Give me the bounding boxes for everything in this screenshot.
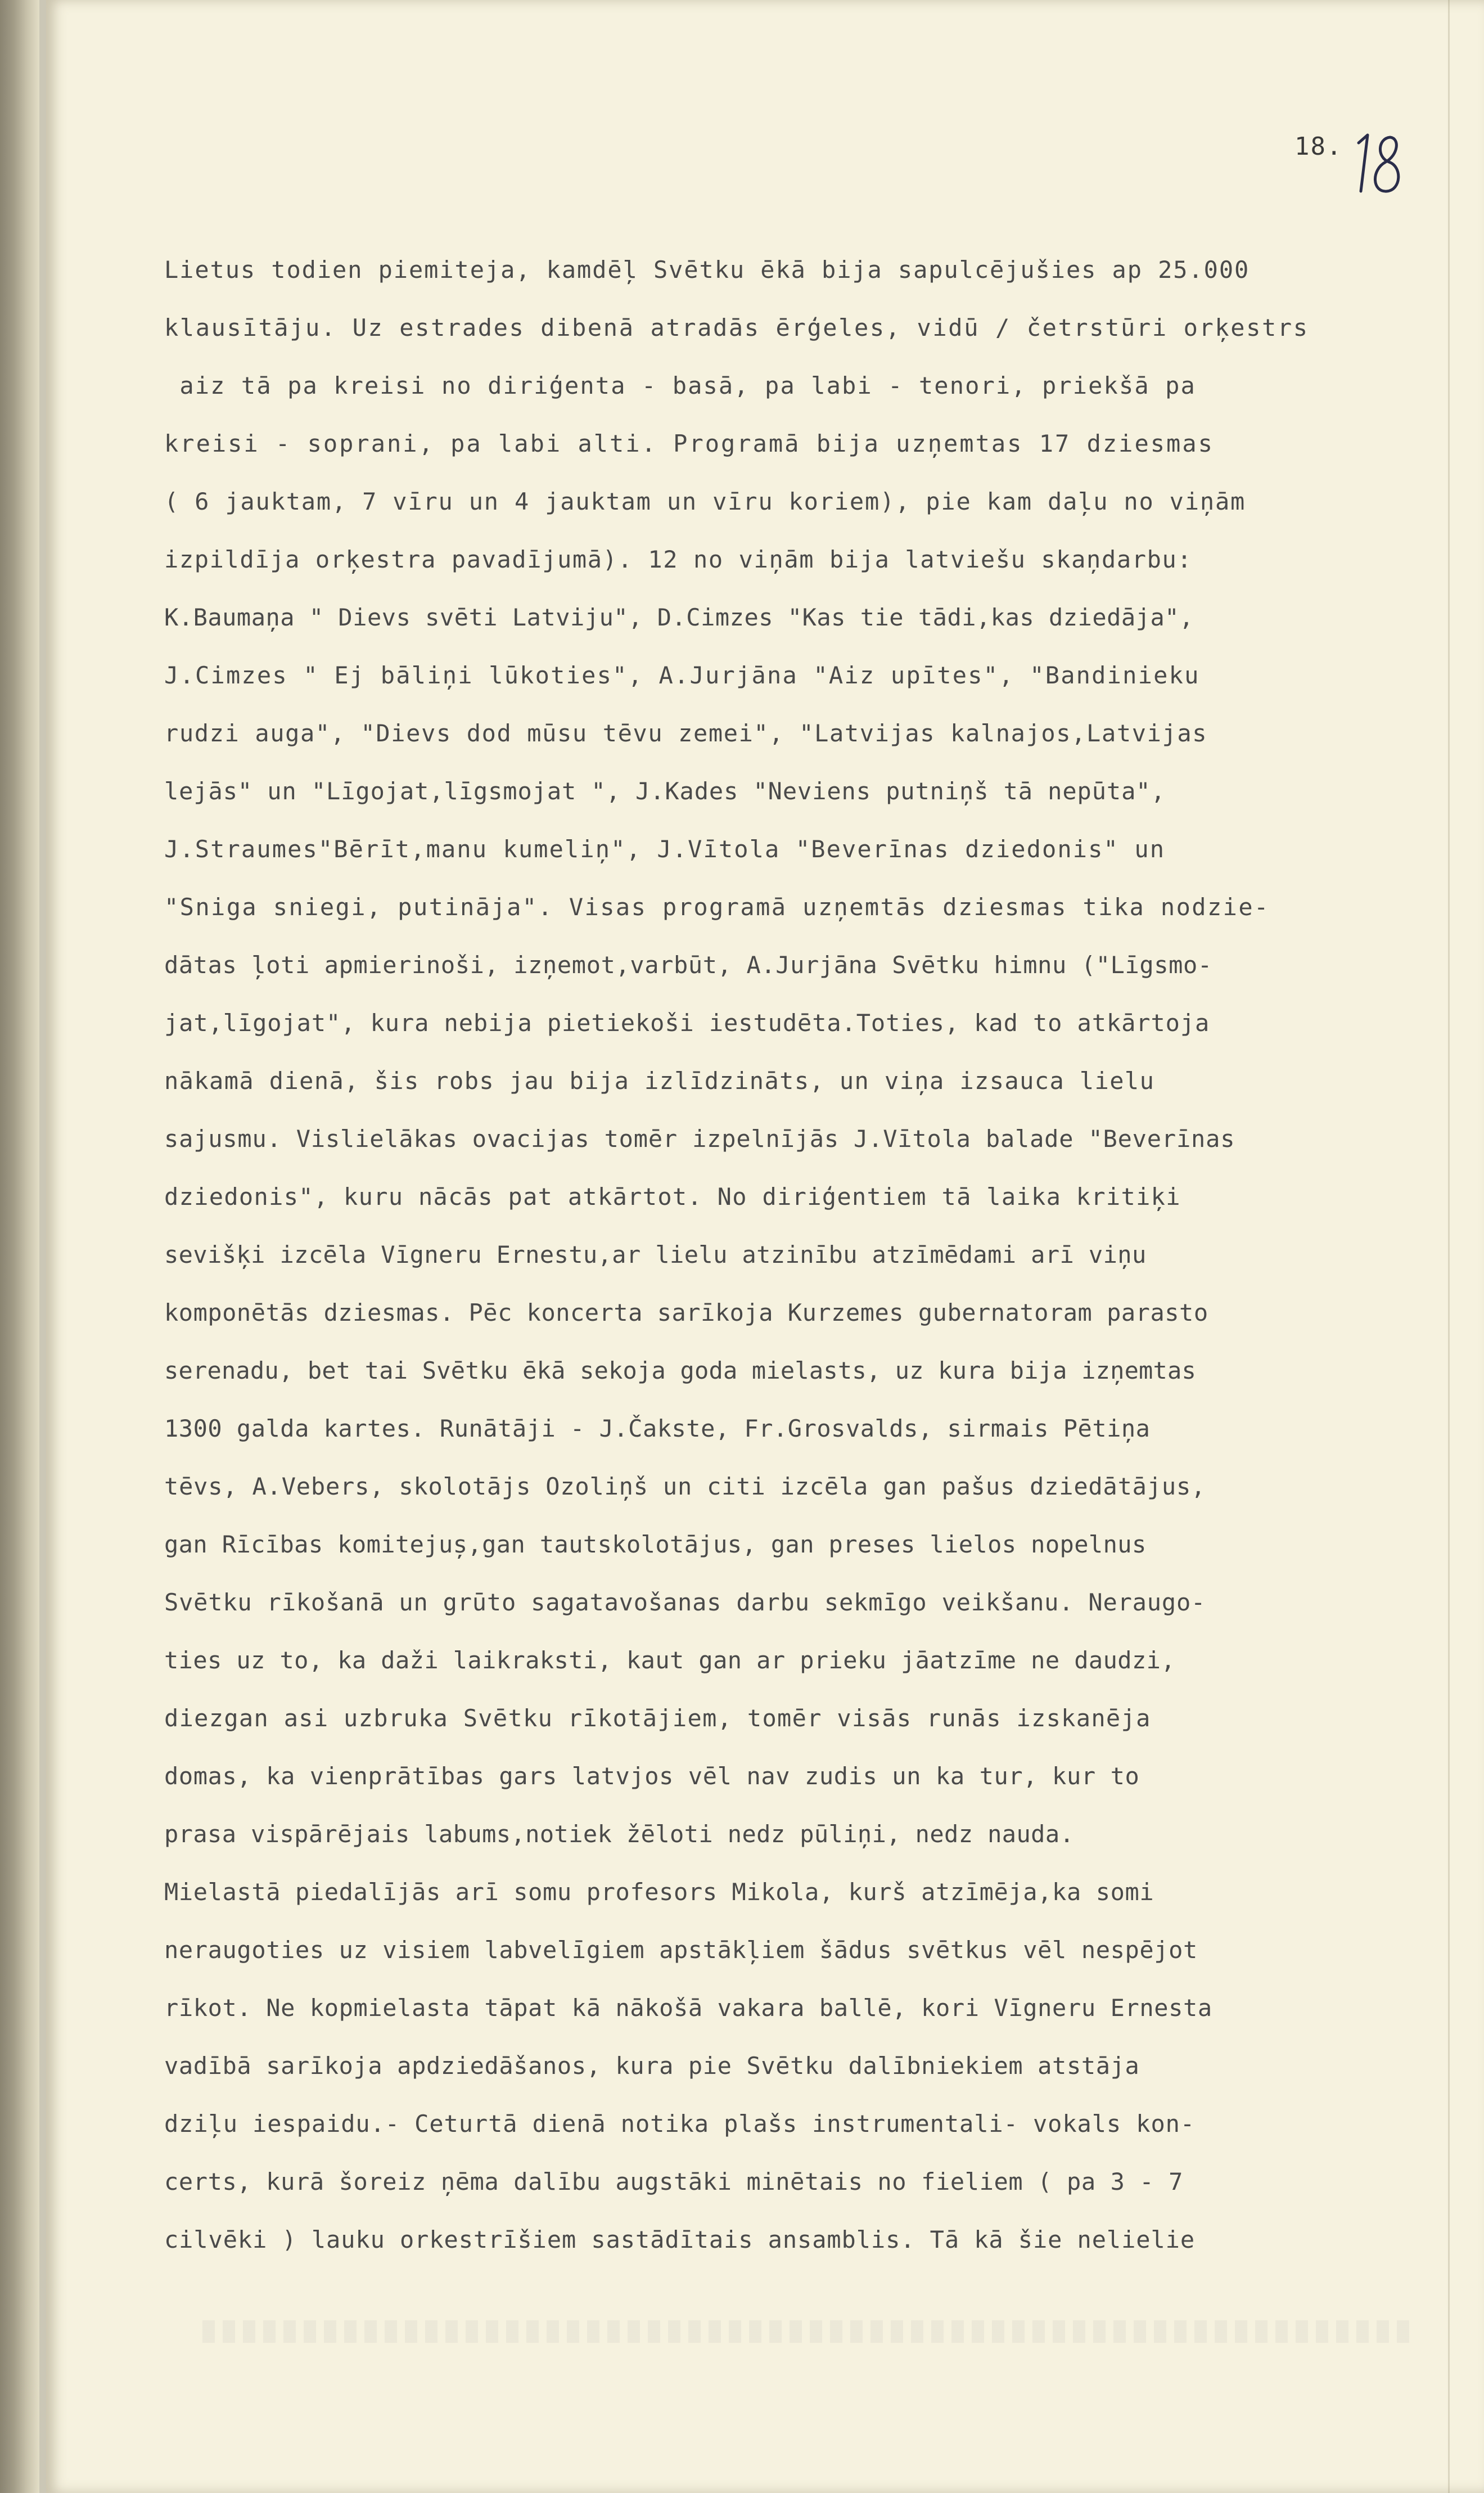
typed-page-number: 18.	[1294, 132, 1343, 161]
text-line: rīkot. Ne kopmielasta tāpat kā nākošā vakara ballē, kori Vīgneru Ernesta	[164, 1994, 1212, 2022]
text-line: diezgan asi uzbruka Svētku rīkotājiem, tomēr visās runās izskanēja	[164, 1704, 1151, 1732]
text-line: nākamā dienā, šis robs jau bija izlīdzināts, un viņa izsauca lielu	[164, 1067, 1155, 1095]
text-line: lejās" un "Līgojat,līgsmojat ", J.Kades "Neviens putniņš tā nepūta",	[164, 777, 1166, 805]
text-line: jat,līgojat", kura nebija pietiekoši iestudēta.Toties, kad to atkārtoja	[164, 1009, 1210, 1037]
text-line: certs, kurā šoreiz ņēma dalību augstāki minētais no fieliem ( pa 3 - 7	[164, 2168, 1184, 2195]
handwritten-page-number	[1348, 130, 1410, 198]
text-line: klausītāju. Uz estrades dibenā atradās ērģeles, vidū / četrstūri orķestrs	[164, 314, 1309, 341]
text-line: dātas ļoti apmierinoši, izņemot,varbūt, A.Jurjāna Svētku himnu ("Līgsmo-	[164, 951, 1212, 979]
text-line: K.Baumaņa " Dievs svēti Latviju", D.Cimzes "Kas tie tādi,kas dziedāja",	[164, 604, 1194, 631]
page-edge-shadow	[1448, 0, 1450, 2493]
text-line: dziļu iespaidu.- Ceturtā dienā notika plašs instrumentali- vokals kon-	[164, 2110, 1196, 2138]
text-line: neraugoties uz visiem labvelīgiem apstākļiem šādus svētkus vēl nespējot	[164, 1936, 1198, 1964]
text-line: serenadu, bet tai Svētku ēkā sekoja goda mielasts, uz kura bija izņemtas	[164, 1357, 1197, 1384]
text-line: rudzi auga", "Dievs dod mūsu tēvu zemei", "Latvijas kalnajos,Latvijas	[164, 719, 1208, 747]
text-line: vadībā sarīkoja apdziedāšanos, kura pie Svētku dalībniekiem atstāja	[164, 2052, 1140, 2080]
text-line: gan Rīcības komitejuș,gan tautskolotājus, gan preses lielos nopelnus	[164, 1531, 1147, 1558]
text-line: Lietus todien piemiteja, kamdēļ Svētku ēkā bija sapulcējušies ap 25.000	[164, 256, 1250, 284]
text-line: J.Cimzes " Ej bāliņi lūkoties", A.Jurjāna "Aiz upītes", "Bandinieku	[164, 662, 1200, 689]
text-line: tēvs, A.Vebers, skolotājs Ozoliņš un citi izcēla gan pašus dziedātājus,	[164, 1473, 1206, 1500]
text-line: sajusmu. Vislielākas ovacijas tomēr izpelnījās J.Vītola balade "Beverīnas	[164, 1125, 1235, 1153]
bleed-through-text	[202, 2320, 1411, 2343]
text-line: dziedonis", kuru nācās pat atkārtot. No diriģentiem tā laika kritiķi	[164, 1183, 1181, 1210]
text-line: komponētās dziesmas. Pēc koncerta sarīkoja Kurzemes gubernatoram parasto	[164, 1299, 1208, 1326]
text-line: cilvēki ) lauku orkestrīšiem sastādītais ansamblis. Tā kā šie nelielie	[164, 2226, 1196, 2253]
text-line: "Sniga sniegi, putināja". Visas programā uzņemtās dziesmas tika nodzie-	[164, 893, 1270, 921]
text-line: Mielastā piedalījās arī somu profesors Mikola, kurš atzīmēja,ka somi	[164, 1878, 1154, 1906]
text-line: prasa vispārējais labums,notiek žēloti nedz pūliņi, nedz nauda.	[164, 1820, 1075, 1848]
text-line: ( 6 jauktam, 7 vīru un 4 jauktam un vīru koriem), pie kam daļu no viņām	[164, 488, 1246, 515]
text-line: J.Straumes"Bērīt,manu kumeliņ", J.Vītola "Beverīnas dziedonis" un	[164, 835, 1166, 863]
text-line: sevišķi izcēla Vīgneru Ernestu,ar lielu atzinību atzīmēdami arī viņu	[164, 1241, 1147, 1268]
text-line: ties uz to, ka daži laikraksti, kaut gan ar prieku jāatzīme ne daudzi,	[164, 1646, 1176, 1674]
text-line: domas, ka vienprātības gars latvjos vēl nav zudis un ka tur, kur to	[164, 1762, 1140, 1790]
text-line: izpildīja orķestra pavadījumā). 12 no viņām bija latviešu skaņdarbu:	[164, 546, 1193, 573]
text-line: kreisi - soprani, pa labi alti. Programā bija uzņemtas 17 dziesmas	[164, 430, 1214, 457]
text-line: Svētku rīkošanā un grūto sagatavošanas darbu sekmīgo veikšanu. Neraugo-	[164, 1588, 1206, 1616]
book-binding-edge	[0, 0, 39, 2493]
text-line: aiz tā pa kreisi no diriģenta - basā, pa labi - tenori, priekšā pa	[164, 372, 1196, 399]
typewritten-body	[164, 241, 1424, 2269]
text-line: 1300 galda kartes. Runātāji - J.Čakste, Fr.Grosvalds, sirmais Pētiņa	[164, 1415, 1151, 1442]
